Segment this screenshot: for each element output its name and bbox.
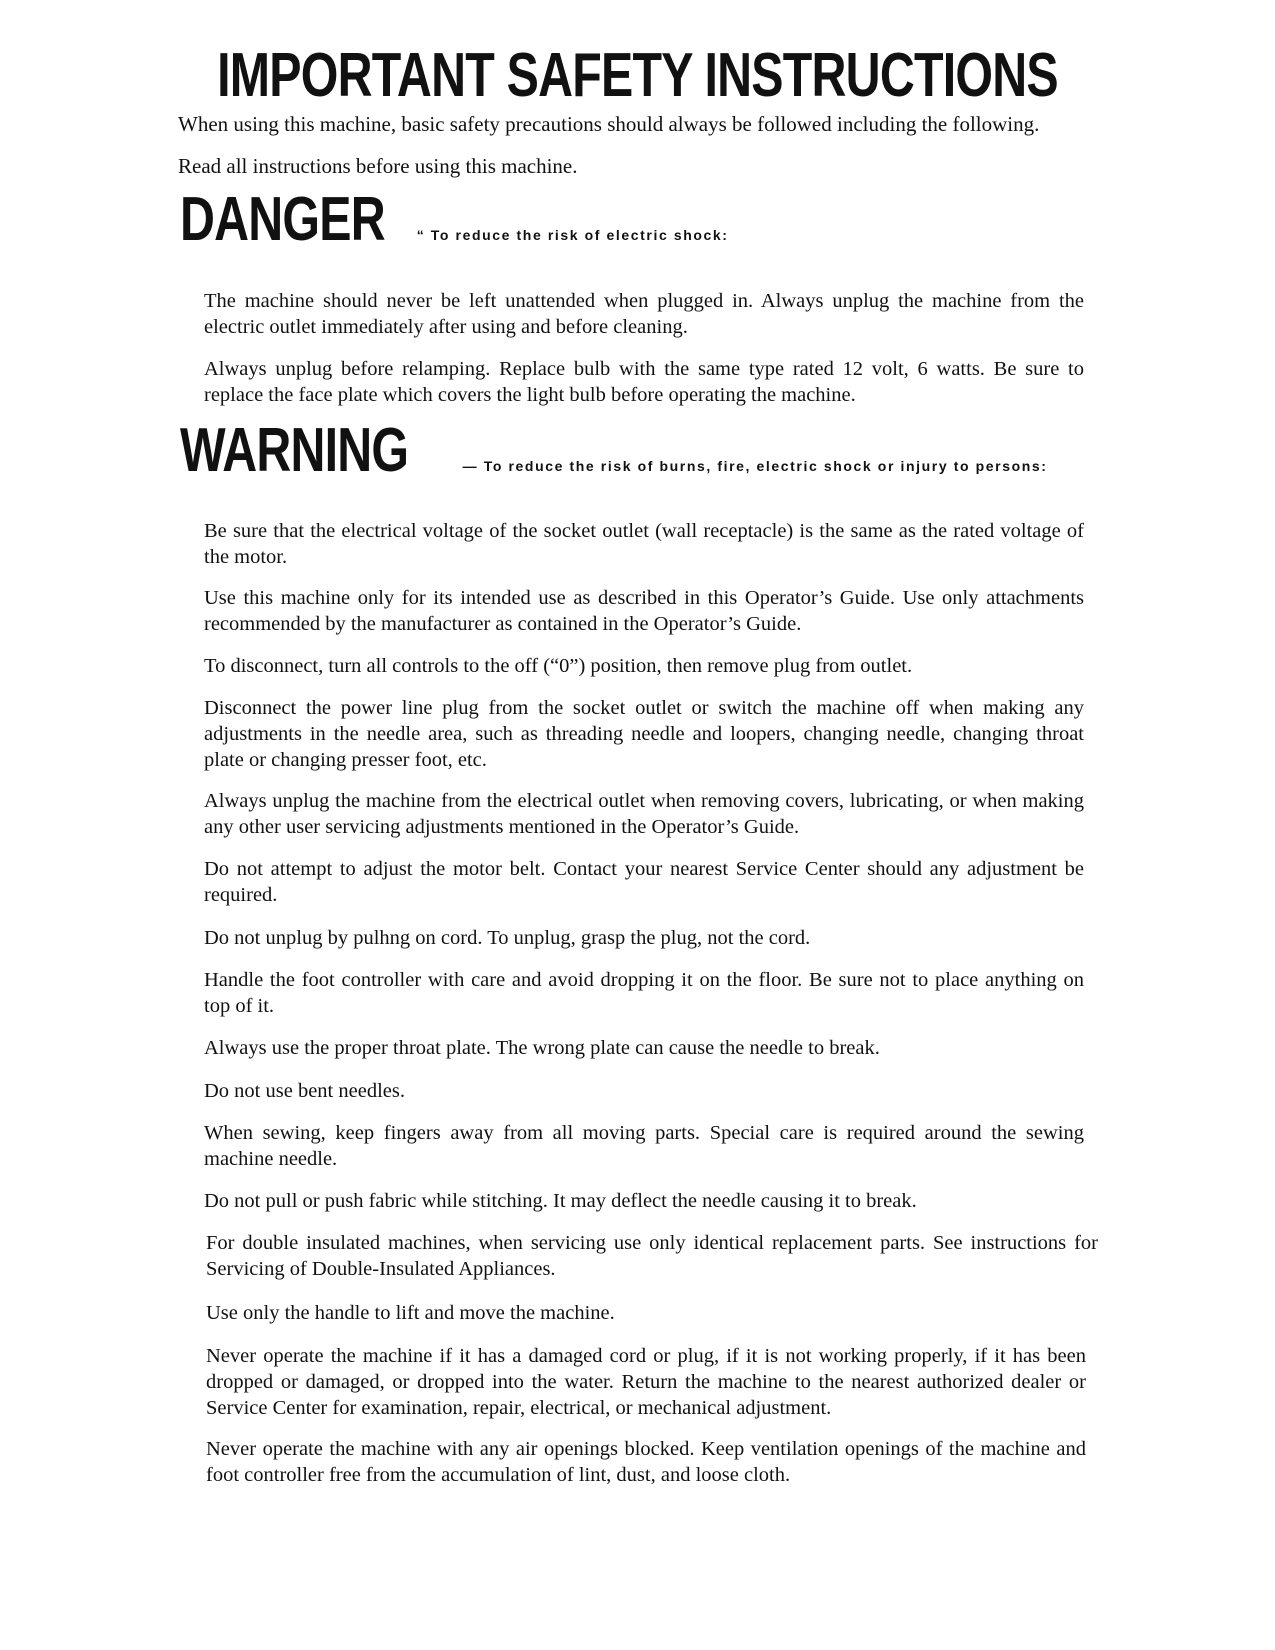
danger-header xyxy=(180,185,729,255)
warning-item-servicing: Always unplug the machine from the electrical outlet when removing covers, lubricating, or when making any other user servicing adjustments mentioned in the Operator’s Guide. xyxy=(204,790,1084,838)
warning-item-foot-controller: Handle the foot controller with care and avoid dropping it on the floor. Be sure not to place anything on top of it. xyxy=(204,969,1084,1017)
danger-item-unattended: The machine should never be left unattended when plugged in. Always unplug the machine from the electric outlet immediately after using and before cleaning. xyxy=(204,290,1084,338)
warning-item-fabric: Do not pull or push fabric while stitching. It may deflect the needle causing it to break. xyxy=(204,1190,917,1212)
warning-item-motor-belt: Do not attempt to adjust the motor belt. Contact your nearest Service Center should any adjustment be required. xyxy=(204,858,1084,906)
warning-heading: WARNING xyxy=(180,416,409,485)
warning-item-double-insulated: For double insulated machines, when servicing use only identical replacement parts. See instructions for Servicing of Double-Insulated Appliances. xyxy=(206,1232,1098,1280)
warning-item-intended-use: Use this machine only for its intended use as described in this Operator’s Guide. Use only attachments recommended by the manufacturer as contained in the Operator’s Guide. xyxy=(204,587,1084,635)
warning-header xyxy=(180,416,1048,486)
danger-subtitle: “ To reduce the risk of electric shock: xyxy=(416,227,729,243)
intro-read-instructions: Read all instructions before using this machine. xyxy=(178,154,578,178)
warning-item-needle-area: Disconnect the power line plug from the socket outlet or switch the machine off when making any adjustments in the needle area, such as threading needle and loopers, changing needle, changing throat plate or changing presser foot, etc. xyxy=(204,697,1084,771)
warning-item-cord: Do not unplug by pulhng on cord. To unplug, grasp the plug, not the cord. xyxy=(204,927,811,949)
intro-precautions: When using this machine, basic safety precautions should always be followed including the following. xyxy=(178,112,1040,136)
danger-heading: DANGER xyxy=(180,185,385,254)
warning-item-voltage: Be sure that the electrical voltage of the socket outlet (wall receptacle) is the same as the rated voltage of the motor. xyxy=(204,520,1084,568)
warning-item-air-openings: Never operate the machine with any air openings blocked. Keep ventilation openings of the machine and foot controller free from the accumulation of lint, dust, and loose cloth. xyxy=(206,1438,1086,1486)
warning-item-fingers: When sewing, keep fingers away from all moving parts. Special care is required around the sewing machine needle. xyxy=(204,1122,1084,1170)
warning-item-damaged-cord: Never operate the machine if it has a damaged cord or plug, if it is not working properly, if it has been dropped or damaged, or dropped into the water. Return the machine to the nearest authorized dealer or Service Center for examination, repair, electrical, or mechanical adjustment. xyxy=(206,1345,1086,1419)
page-title: IMPORTANT SAFETY INSTRUCTIONS xyxy=(217,41,1058,110)
warning-item-handle: Use only the handle to lift and move the machine. xyxy=(206,1302,615,1324)
danger-item-relamping: Always unplug before relamping. Replace bulb with the same type rated 12 volt, 6 watts. Be sure to replace the face plate which covers the light bulb before operating the machine. xyxy=(204,358,1084,406)
warning-item-disconnect: To disconnect, turn all controls to the off (“0”) position, then remove plug from outlet. xyxy=(204,655,913,677)
warning-item-bent-needles: Do not use bent needles. xyxy=(204,1080,405,1102)
warning-item-throat-plate: Always use the proper throat plate. The wrong plate can cause the needle to break. xyxy=(204,1037,880,1059)
warning-subtitle: — To reduce the risk of burns, fire, electric shock or injury to persons: xyxy=(462,458,1048,474)
